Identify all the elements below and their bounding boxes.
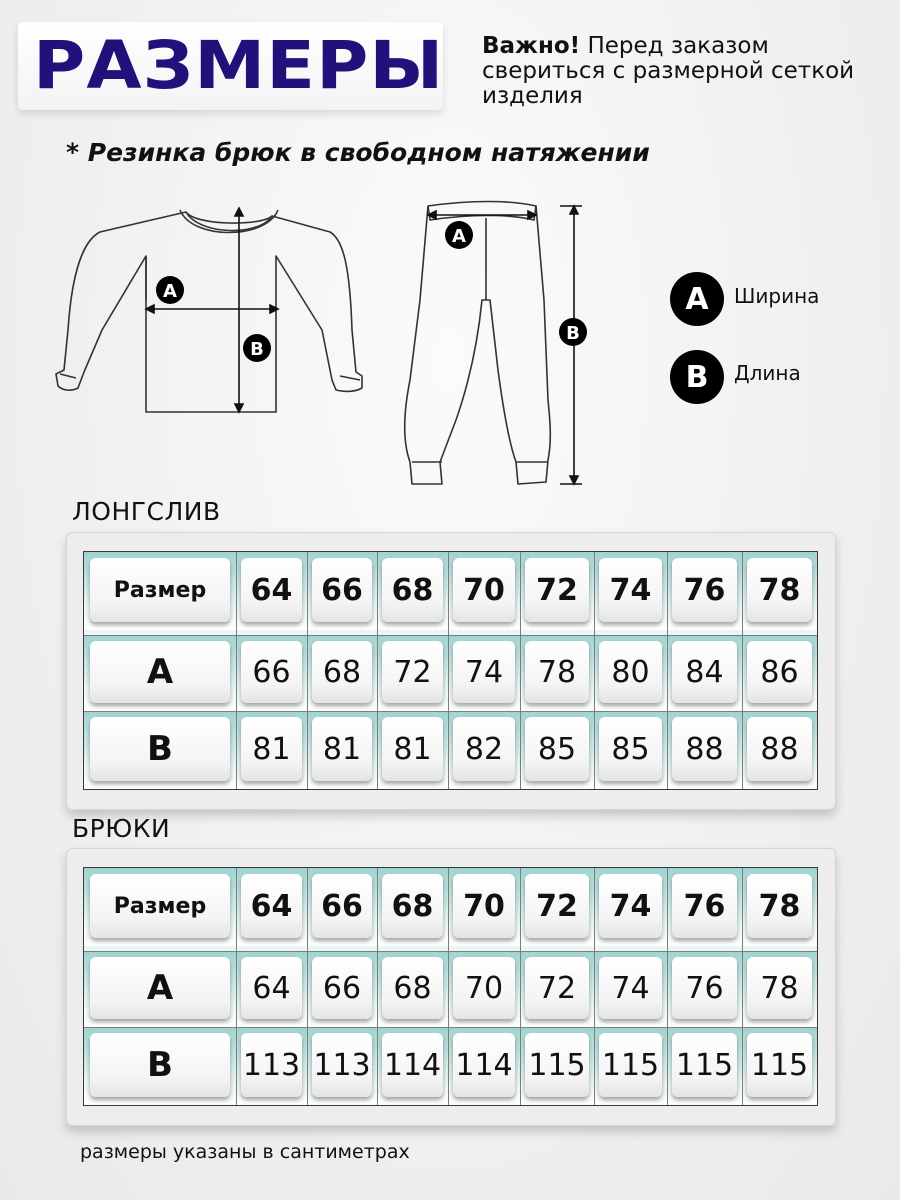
table-cell: 72: [525, 957, 589, 1019]
svg-text:B: B: [250, 339, 264, 360]
table-cell: 88: [672, 717, 737, 781]
size-header-cell: 74: [599, 558, 662, 622]
svg-text:B: B: [566, 323, 580, 344]
size-header-cell: 74: [599, 874, 662, 938]
grid-line: [84, 635, 817, 636]
grid-line: [520, 552, 521, 789]
size-header-cell: 78: [747, 874, 812, 938]
table-grid: [83, 867, 818, 1106]
size-header-cell: 64: [241, 558, 302, 622]
table-cell: 88: [747, 717, 812, 781]
table-grid: [83, 551, 818, 790]
legend-marker-b: B: [670, 350, 724, 404]
table-cell: 78: [525, 641, 589, 703]
table-cell: 113: [241, 1033, 302, 1097]
grid-line: [236, 552, 237, 789]
table-cell: 78: [747, 957, 812, 1019]
grid-line: [377, 868, 378, 1105]
size-header-label: Размер: [90, 874, 230, 938]
svg-text:A: A: [452, 226, 466, 247]
row-label-b: B: [90, 1033, 230, 1097]
pants-marker-b: [559, 318, 587, 346]
table-cell: 74: [599, 957, 662, 1019]
grid-line: [307, 552, 308, 789]
table-cell: 114: [453, 1033, 515, 1097]
shirt-measure-lines: [146, 208, 278, 412]
table-cell: 80: [599, 641, 662, 703]
legend-label-width: Ширина: [734, 284, 820, 308]
page-title: РАЗМЕРЫ: [33, 27, 445, 104]
grid-line: [84, 1027, 817, 1028]
row-label-a: A: [90, 641, 230, 703]
table-cell: 81: [312, 717, 372, 781]
table-cell: 85: [599, 717, 662, 781]
table-cell: 81: [382, 717, 443, 781]
shirt-drawing: [56, 210, 362, 412]
table-cell: 66: [241, 641, 302, 703]
grid-line: [742, 552, 743, 789]
table-cell: 74: [453, 641, 515, 703]
pants-drawing: [405, 202, 551, 485]
table-cell: 68: [312, 641, 372, 703]
table-cell: 66: [312, 957, 372, 1019]
size-header-cell: 66: [312, 874, 372, 938]
size-header-cell: 76: [672, 558, 737, 622]
size-header-cell: 76: [672, 874, 737, 938]
legend-marker-a: A: [670, 272, 724, 326]
pants-measure-lines: [428, 206, 582, 484]
grid-line: [448, 868, 449, 1105]
grid-line: [84, 711, 817, 712]
row-label-a: A: [90, 957, 230, 1019]
size-table-pants: [66, 848, 836, 1126]
important-text: Перед заказом свериться с размерной сеткой изделия: [482, 33, 855, 109]
waistband-note: * Резинка брюк в свободном натяжении: [66, 138, 650, 167]
grid-line: [667, 868, 668, 1105]
grid-line: [742, 868, 743, 1105]
table-cell: 82: [453, 717, 515, 781]
size-header-cell: 68: [382, 874, 443, 938]
table-cell: 76: [672, 957, 737, 1019]
table-cell: 115: [525, 1033, 589, 1097]
size-table-longsleeve: [66, 532, 836, 810]
grid-line: [84, 951, 817, 952]
grid-line: [667, 552, 668, 789]
table-cell: 70: [453, 957, 515, 1019]
size-header-cell: 64: [241, 874, 302, 938]
grid-line: [448, 552, 449, 789]
table-cell: 115: [672, 1033, 737, 1097]
shirt-marker-b: [243, 334, 271, 362]
table-cell: 115: [599, 1033, 662, 1097]
garment-diagram: [0, 190, 900, 500]
grid-line: [307, 868, 308, 1105]
important-label: Важно!: [482, 33, 581, 59]
legend-width: [670, 272, 819, 326]
table-cell: 113: [312, 1033, 372, 1097]
svg-text:A: A: [163, 281, 177, 302]
section-title-pants: БРЮКИ: [72, 814, 171, 843]
size-header-cell: 70: [453, 558, 515, 622]
table-cell: 68: [382, 957, 443, 1019]
table-cell: 115: [747, 1033, 812, 1097]
grid-line: [594, 868, 595, 1105]
size-header-cell: 72: [525, 874, 589, 938]
legend-label-length: Длина: [734, 361, 801, 385]
footer-note: размеры указаны в сантиметрах: [80, 1141, 410, 1163]
important-note: [482, 34, 892, 109]
row-label-b: B: [90, 717, 230, 781]
size-header-cell: 72: [525, 558, 589, 622]
grid-line: [594, 552, 595, 789]
table-cell: 72: [382, 641, 443, 703]
table-cell: 114: [382, 1033, 443, 1097]
section-title-longsleeve: ЛОНГСЛИВ: [72, 497, 221, 526]
table-cell: 86: [747, 641, 812, 703]
pants-marker-a: [445, 221, 473, 249]
size-header-cell: 66: [312, 558, 372, 622]
grid-line: [520, 868, 521, 1105]
legend-length: [670, 350, 801, 404]
table-cell: 81: [241, 717, 302, 781]
size-header-cell: 78: [747, 558, 812, 622]
grid-line: [377, 552, 378, 789]
grid-line: [236, 868, 237, 1105]
table-cell: 84: [672, 641, 737, 703]
table-cell: 85: [525, 717, 589, 781]
table-cell: 64: [241, 957, 302, 1019]
size-header-label: Размер: [90, 558, 230, 622]
size-header-cell: 70: [453, 874, 515, 938]
size-header-cell: 68: [382, 558, 443, 622]
shirt-marker-a: [156, 276, 184, 304]
